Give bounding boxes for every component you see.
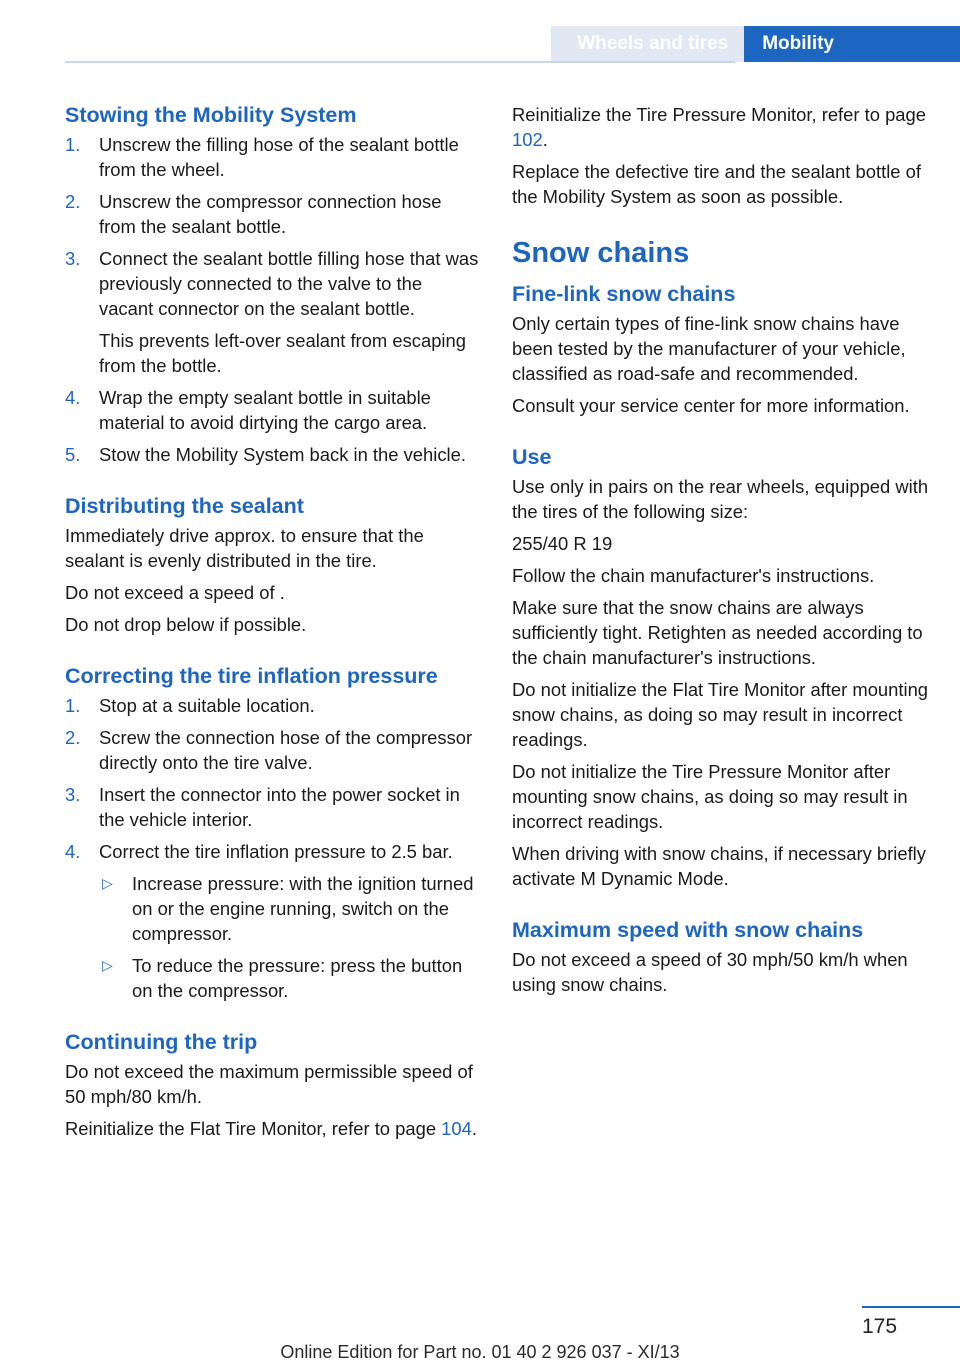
bullet-text: Increase pressure: with the ignition turned on or the engine running, switch on the compressor. xyxy=(132,873,474,944)
page-link-104[interactable]: 104 xyxy=(441,1118,472,1139)
list-item xyxy=(99,871,479,946)
paragraph: When driving with snow chains, if necessary briefly activate M Dynamic Mode. xyxy=(512,843,926,889)
paragraph: Immediately drive approx. to ensure that the sealant is evenly distributed in the tire. xyxy=(65,525,424,571)
paragraph: Do not drop below if possible. xyxy=(65,614,307,635)
heading-distributing: Distributing the sealant xyxy=(65,494,304,518)
step-number: 1. xyxy=(65,695,81,716)
list-item xyxy=(65,132,479,182)
step-number: 4. xyxy=(65,841,81,862)
paragraph: Do not exceed a speed of 30 mph/50 km/h when using snow chains. xyxy=(512,949,908,995)
paragraph: Follow the chain manufacturer's instructions. xyxy=(512,565,875,586)
stowing-steps xyxy=(65,132,479,467)
heading-fine-link: Fine-link snow chains xyxy=(512,282,736,306)
step-text: Insert the connector into the power socket in the vehicle interior. xyxy=(99,784,460,830)
step-number: 3. xyxy=(65,784,81,805)
heading-use: Use xyxy=(512,445,552,469)
list-item xyxy=(65,189,479,239)
step-text: Correct the tire inflation pressure to 2.5 bar. xyxy=(99,841,453,862)
paragraph: Do not exceed a speed of . xyxy=(65,582,285,603)
link-prefix: Reinitialize the Flat Tire Monitor, refer to page xyxy=(65,1118,442,1139)
step-number: 1. xyxy=(65,134,81,155)
heading-snow-chains: Snow chains xyxy=(512,237,690,269)
triangle-bullet-icon: ▷ xyxy=(102,875,113,891)
list-item xyxy=(99,953,479,1003)
link-prefix: Reinitialize the Tire Pressure Monitor, refer to page xyxy=(512,104,926,125)
step-text: Connect the sealant bottle filling hose that was previously connected to the valve to the vacant connector on the sealant bottle. xyxy=(99,248,479,319)
step-text: Unscrew the filling hose of the sealant bottle from the wheel. xyxy=(99,134,459,180)
paragraph: Do not initialize the Flat Tire Monitor after mounting snow chains, as doing so may result in incorrect readings. xyxy=(512,679,929,750)
heading-correcting: Correcting the tire inflation pressure xyxy=(65,664,438,688)
link-suffix: . xyxy=(542,129,548,150)
bullet-text: To reduce the pressure: press the button on the compressor. xyxy=(132,955,463,1001)
page-link-102[interactable]: 102 xyxy=(512,129,543,150)
step-number: 3. xyxy=(65,248,81,269)
heading-continuing: Continuing the trip xyxy=(65,1030,258,1054)
step-text: Wrap the empty sealant bottle in suitable material to avoid dirtying the cargo area. xyxy=(99,387,431,433)
step-number: 4. xyxy=(65,387,81,408)
step-text: Stop at a suitable location. xyxy=(99,695,315,716)
step-number: 2. xyxy=(65,727,81,748)
link-suffix: . xyxy=(471,1118,477,1139)
step-text: Screw the connection hose of the compressor directly onto the tire valve. xyxy=(99,727,473,773)
paragraph: Make sure that the snow chains are always sufficiently tight. Retighten as needed according to the chain manufacturer's instructions. xyxy=(512,597,923,668)
paragraph: 255/40 R 19 xyxy=(512,533,613,554)
step-number: 5. xyxy=(65,444,81,465)
list-item xyxy=(65,246,479,378)
page-header xyxy=(551,26,960,62)
list-item xyxy=(65,693,479,718)
page-number: 175 xyxy=(862,1315,898,1338)
paragraph: Do not exceed the maximum permissible speed of 50 mph/80 km/h. xyxy=(65,1061,473,1107)
heading-stowing: Stowing the Mobility System xyxy=(65,103,357,127)
left-column xyxy=(65,102,479,1148)
pressure-bullets xyxy=(99,871,479,1003)
header-rule xyxy=(65,61,735,63)
paragraph: Only certain types of fine-link snow chains have been tested by the manufacturer of your vehicle, classified as road-safe and recommended. xyxy=(512,313,906,384)
chapter-tab[interactable]: Mobility xyxy=(744,26,960,62)
step-text: Unscrew the compressor connection hose from the sealant bottle. xyxy=(99,191,442,237)
paragraph: Use only in pairs on the rear wheels, equipped with the tires of the following size: xyxy=(512,476,929,522)
list-item xyxy=(65,839,479,1003)
list-item xyxy=(65,442,479,467)
footer-rule xyxy=(862,1306,960,1308)
step-note: This prevents left-over sealant from escaping from the bottle. xyxy=(99,330,466,376)
triangle-bullet-icon: ▷ xyxy=(102,957,113,973)
correcting-steps xyxy=(65,693,479,1003)
step-text: Stow the Mobility System back in the vehicle. xyxy=(99,444,466,465)
paragraph: Do not initialize the Tire Pressure Monitor after mounting snow chains, as doing so may result in incorrect readings. xyxy=(512,761,908,832)
right-column xyxy=(512,102,932,1004)
list-item xyxy=(65,725,479,775)
list-item xyxy=(65,385,479,435)
heading-max-speed: Maximum speed with snow chains xyxy=(512,918,864,942)
edition-footer: Online Edition for Part no. 01 40 2 926 037 - XI/13 xyxy=(280,1342,680,1362)
paragraph: Replace the defective tire and the sealant bottle of the Mobility System as soon as possible. xyxy=(512,161,921,207)
section-tab[interactable]: Wheels and tires xyxy=(551,26,744,62)
paragraph: Consult your service center for more information. xyxy=(512,395,910,416)
paragraph xyxy=(65,1116,479,1141)
step-number: 2. xyxy=(65,191,81,212)
paragraph xyxy=(512,102,932,152)
list-item xyxy=(65,782,479,832)
